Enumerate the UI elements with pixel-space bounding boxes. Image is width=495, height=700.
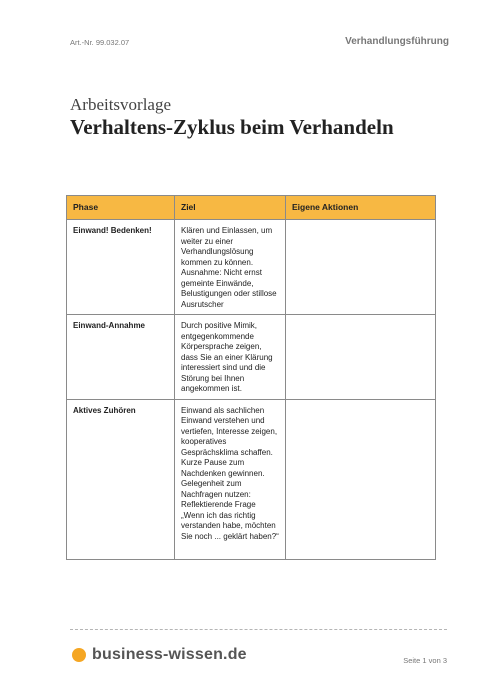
page-number: Seite 1 von 3 — [403, 656, 447, 665]
ziel-cell: Durch positive Mimik, entgegenkommende Körpersprache zeigen, dass Sie an einer Klärung interessiert sind und die Störung bei Ihnen angekommen ist. — [175, 315, 286, 400]
phase-cell: Einwand-Annahme — [67, 315, 175, 400]
ziel-cell: Einwand als sachlichen Einwand verstehen und vertiefen, Interesse zeigen, kooperatives Gesprächsklima schaffen. Kurze Pause zum Nachdenken gewinnen. Gelegenheit zum Nachfragen nutzen: Reflektierende Frage „Wenn ich das richtig verstanden habe, möchten Sie noch ... geklärt haben?“ — [175, 399, 286, 559]
document-type: Arbeitsvorlage — [70, 95, 172, 114]
column-header-phase: Phase — [67, 196, 175, 220]
logo-text: business-wissen.de — [92, 646, 247, 663]
phase-cell: Einwand! Bedenken! — [67, 220, 175, 315]
article-number: Art.-Nr. 99.032.07 — [70, 38, 130, 47]
document-title: Verhaltens-Zyklus beim Verhandeln — [70, 115, 394, 139]
aktionen-cell[interactable] — [286, 220, 436, 315]
footer-divider — [70, 629, 447, 630]
phase-cell: Aktives Zuhören — [67, 399, 175, 559]
header-title: Verhandlungsführung — [345, 36, 449, 47]
table-header-row — [67, 196, 436, 220]
worksheet-table — [66, 195, 436, 560]
ziel-cell: Klären und Einlassen, um weiter zu einer Verhandlungslösung kommen zu können. Ausnahme: Nicht ernst gemeinte Einwände, Belustigungen oder stillose Ausrutscher — [175, 220, 286, 315]
column-header-ziel: Ziel — [175, 196, 286, 220]
table-row — [67, 220, 436, 315]
aktionen-cell[interactable] — [286, 399, 436, 559]
table-row — [67, 399, 436, 559]
table-row — [67, 315, 436, 400]
aktionen-cell[interactable] — [286, 315, 436, 400]
logo-dot-icon — [72, 648, 86, 662]
column-header-aktionen: Eigene Aktionen — [286, 196, 436, 220]
page-header — [70, 36, 449, 50]
